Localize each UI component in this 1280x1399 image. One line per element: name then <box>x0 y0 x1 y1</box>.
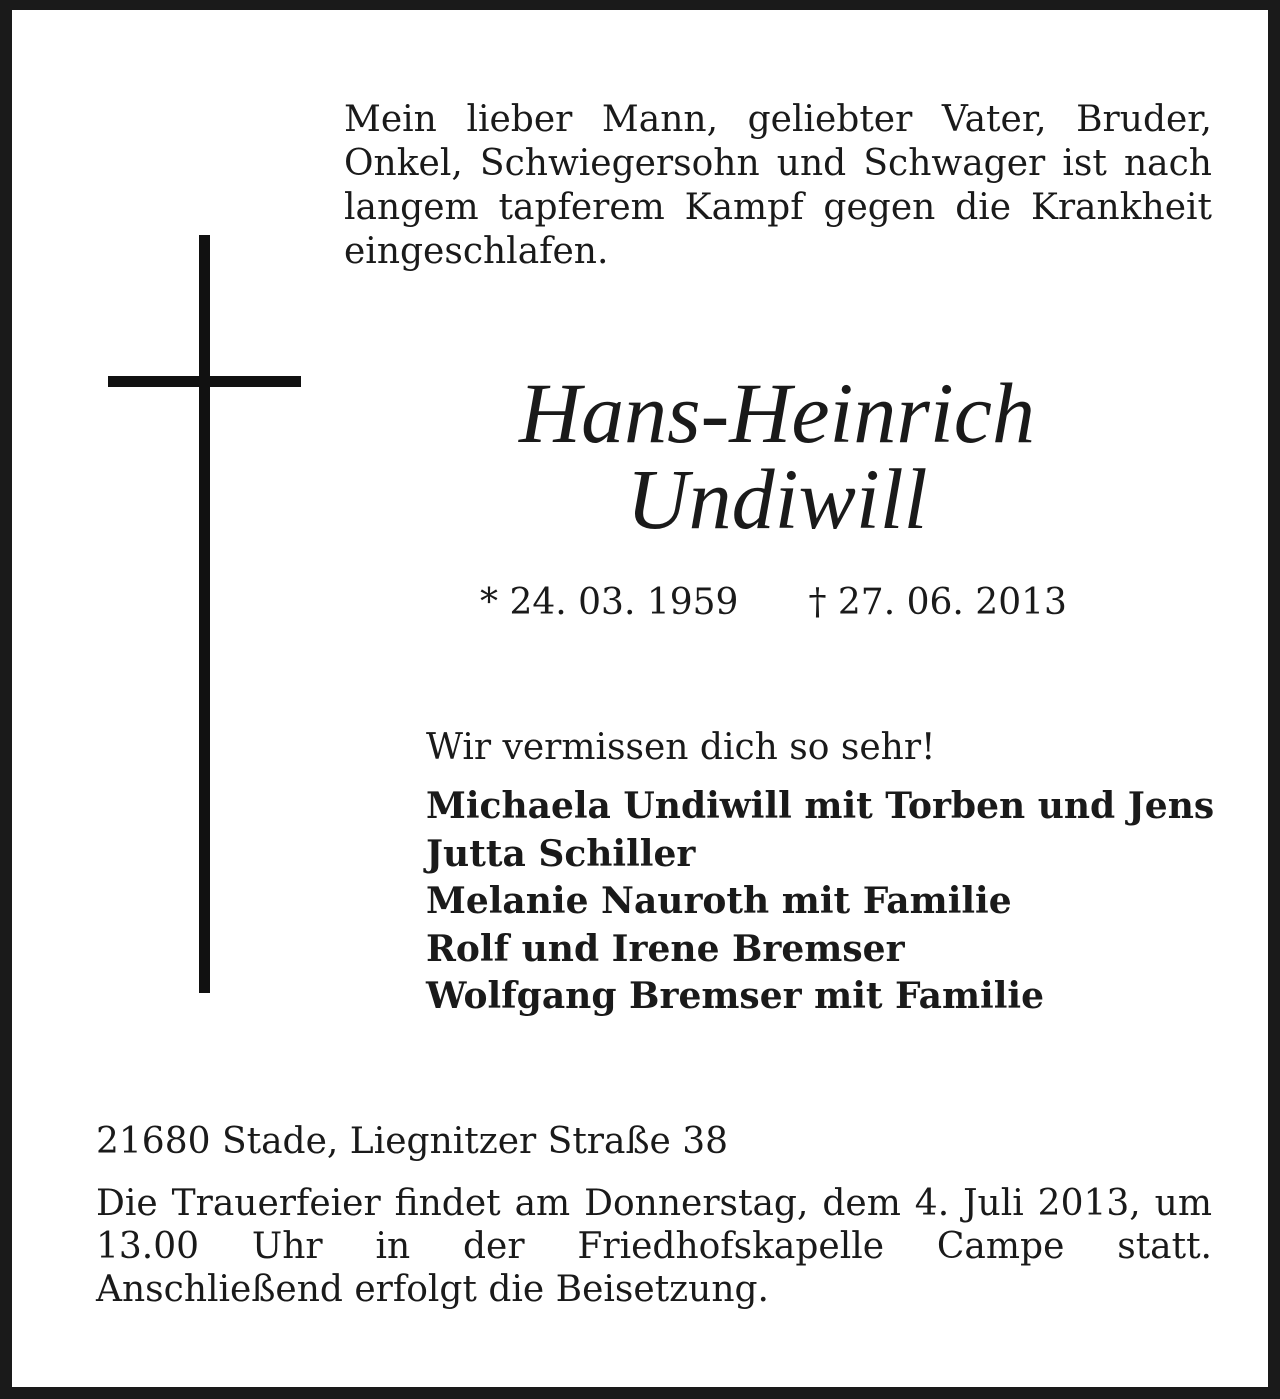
mourner-item: Rolf und Irene Bremser <box>426 927 905 970</box>
miss-text: Wir vermissen dich so sehr! <box>426 727 936 768</box>
mourner-item: Melanie Nauroth mit Familie <box>426 880 1012 922</box>
mourner-item: Wolfgang Bremser mit Familie <box>426 975 1044 1017</box>
funeral-info: Die Trauerfeier findet am Donnerstag, dem 4. Juli 2013, um 13.00 Uhr in der Friedhofskapelle Campe statt. Anschließend erfolgt die Beisetzung. <box>96 1183 1212 1310</box>
birth-date: * 24. 03. 1959 <box>480 582 739 623</box>
mourners-list <box>426 783 1246 1021</box>
mourner-item: Michaela Undiwill mit Torben und Jens <box>426 785 1215 827</box>
address-text: 21680 Stade, Liegnitzer Straße 38 <box>96 1121 729 1162</box>
deceased-first-name: Hans-Heinrich <box>519 365 1035 461</box>
deceased-last-name: Undiwill <box>626 451 928 547</box>
mourner-item: Jutta Schiller <box>426 832 696 875</box>
death-date: † 27. 06. 2013 <box>808 582 1067 623</box>
deceased-name <box>412 365 1142 547</box>
intro-text: Mein lieber Mann, geliebter Vater, Bruder, Onkel, Schwiegersohn und Schwager ist nach langem tapferem Kampf gegen die Krankheit eingeschlafen. <box>344 99 1212 272</box>
life-dates <box>480 581 1120 625</box>
cross-horizontal-bar <box>108 376 301 387</box>
cross-vertical-bar <box>199 235 210 993</box>
